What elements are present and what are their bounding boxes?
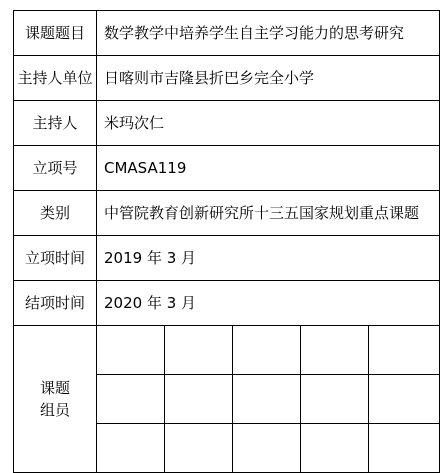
row-host [14,101,440,146]
start-date-label: 立项时间 [14,236,97,281]
member-cell[interactable] [369,326,440,375]
members-label-line-1: 课题 [39,379,70,397]
member-cell[interactable] [97,326,165,375]
member-cell[interactable] [165,326,233,375]
member-cell[interactable] [233,375,301,424]
category-value: 中管院教育创新研究所十三五国家规划重点课题 [97,191,440,236]
members-label [14,326,97,473]
member-cell[interactable] [165,375,233,424]
end-date-value: 2020 年 3 月 [97,281,440,326]
row-host-unit [14,56,440,101]
member-cell[interactable] [369,375,440,424]
member-cell[interactable] [97,375,165,424]
row-project-title [14,11,440,56]
end-date-label: 结项时间 [14,281,97,326]
member-cell[interactable] [97,424,165,473]
member-cell[interactable] [369,424,440,473]
host-label: 主持人 [14,101,97,146]
row-start-date [14,236,440,281]
project-number-label: 立项号 [14,146,97,191]
members-grid-row [14,326,440,375]
row-project-number [14,146,440,191]
start-date-value: 2019 年 3 月 [97,236,440,281]
host-value: 米玛次仁 [97,101,440,146]
project-number-value: CMASA119 [97,146,440,191]
project-info-table [13,10,440,473]
member-cell[interactable] [301,326,369,375]
category-label: 类别 [14,191,97,236]
member-cell[interactable] [233,424,301,473]
member-cell[interactable] [233,326,301,375]
member-cell[interactable] [301,424,369,473]
member-cell[interactable] [301,375,369,424]
project-title-label: 课题题目 [14,11,97,56]
row-category [14,191,440,236]
member-cell[interactable] [165,424,233,473]
host-unit-value: 日喀则市吉隆县折巴乡完全小学 [97,56,440,101]
host-unit-label: 主持人单位 [14,56,97,101]
row-end-date [14,281,440,326]
members-label-line-2: 组员 [39,401,70,419]
project-title-value: 数学教学中培养学生自主学习能力的思考研究 [97,11,440,56]
